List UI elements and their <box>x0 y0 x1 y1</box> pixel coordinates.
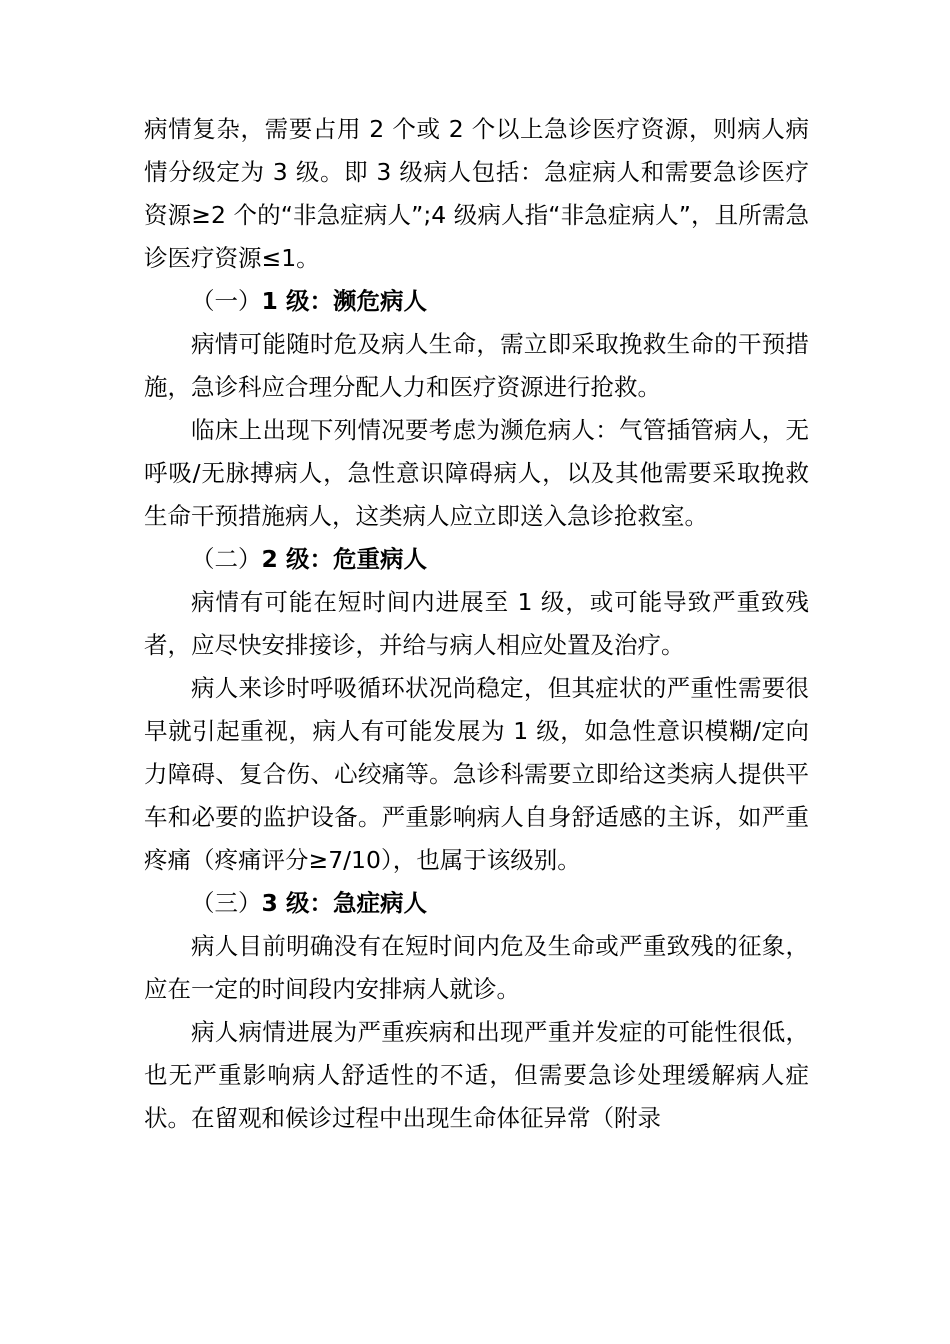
section-number: （一） <box>191 287 262 315</box>
section-title: 3 级：急症病人 <box>261 889 428 917</box>
paragraph-level-2-definition: 病情有可能在短时间内进展至 1 级，或可能导致严重致残者，应尽快安排接诊，并给与病人相应处置及治疗。 <box>144 588 809 659</box>
section-title: 1 级：濒危病人 <box>261 287 428 315</box>
paragraph-level-3-criteria: 病人病情进展为严重疾病和出现严重并发症的可能性很低，也无严重影响病人舒适性的不适，但需要急诊处理缓解病人症状。在留观和候诊过程中出现生命体征异常（附录 <box>144 1018 809 1132</box>
paragraph-continuation: 病情复杂，需要占用 2 个或 2 个以上急诊医疗资源，则病人病情分级定为 3 级。即 3 级病人包括：急症病人和需要急诊医疗资源≥2 个的“非急症病人”;4 级病人指“非急症病人”，且所需急诊医疗资源≤1。 <box>144 115 809 272</box>
section-heading-level-1 <box>144 280 809 323</box>
section-title: 2 级：危重病人 <box>261 545 428 573</box>
paragraph-level-1-definition: 病情可能随时危及病人生命，需立即采取挽救生命的干预措施，急诊科应合理分配人力和医疗资源进行抢救。 <box>144 330 809 401</box>
paragraph-level-1-criteria: 临床上出现下列情况要考虑为濒危病人：气管插管病人，无呼吸/无脉搏病人，急性意识障碍病人，以及其他需要采取挽救生命干预措施病人，这类病人应立即送入急诊抢救室。 <box>144 416 809 530</box>
section-heading-level-3 <box>144 882 809 925</box>
section-number: （三） <box>191 889 262 917</box>
section-heading-level-2 <box>144 538 809 581</box>
paragraph-level-3-definition: 病人目前明确没有在短时间内危及生命或严重致残的征象，应在一定的时间段内安排病人就诊。 <box>144 932 809 1003</box>
document-page <box>144 108 809 1140</box>
paragraph-level-2-criteria: 病人来诊时呼吸循环状况尚稳定，但其症状的严重性需要很早就引起重视，病人有可能发展为 1 级，如急性意识模糊/定向力障碍、复合伤、心绞痛等。急诊科需要立即给这类病人提供平车和必要的监护设备。严重影响病人自身舒适感的主诉，如严重疼痛（疼痛评分≥7/10），也属于该级别。 <box>144 674 809 874</box>
section-number: （二） <box>191 545 262 573</box>
